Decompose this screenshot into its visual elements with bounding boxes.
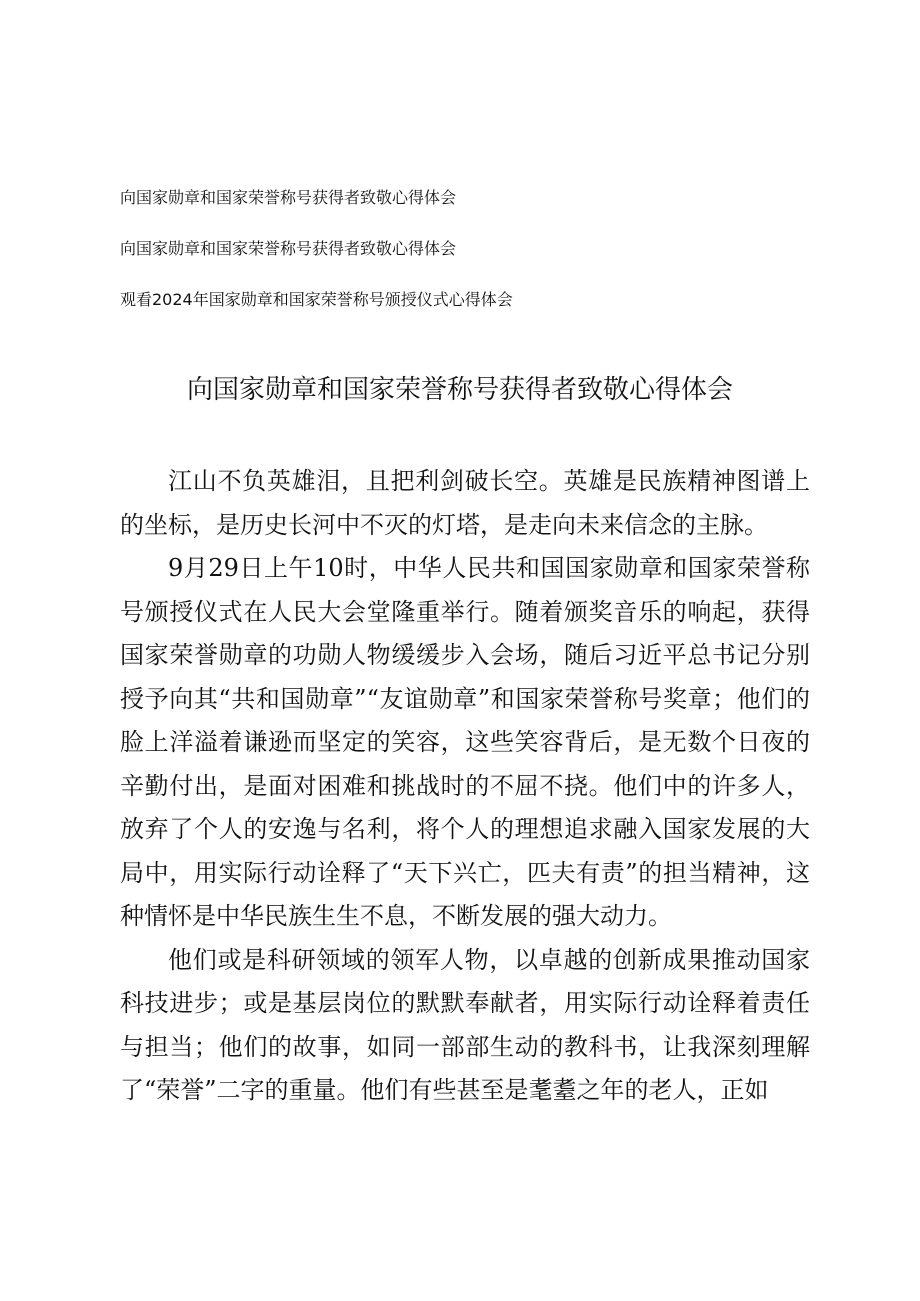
toc-item[interactable]: 观看2024年国家勋章和国家荣誉称号颁授仪式心得体会 [120, 290, 513, 309]
body-paragraph: 江山不负英雄泪，且把利剑破长空。英雄是民族精神图谱上的坐标，是历史长河中不灭的灯塔，是走向未来信念的主脉。 [120, 467, 810, 539]
body-paragraph: 9月29日上午10时，中华人民共和国国家勋章和国家荣誉称号颁授仪式在人民大会堂隆重举行。随着颁奖音乐的响起，获得国家荣誉勋章的功勋人物缓缓步入会场，随后习近平总书记分别授予向其“共和国勋章”“友谊勋章”和国家荣誉称号奖章；他们的脸上洋溢着谦逊而坚定的笑容，这些笑容背后，是无数个日夜的辛勤付出，是面对困难和挑战时的不屈不挠。他们中的许多人，放弃了个人的安逸与名利，将个人的理想追求融入国家发展的大局中，用实际行动诠释了“天下兴亡，匹夫有责”的担当精神，这种情怀是中华民族生生不息，不断发展的强大动力。 [120, 554, 810, 930]
document-body [120, 460, 810, 1113]
document-title: 向国家勋章和国家荣誉称号获得者致敬心得体会 [186, 375, 733, 405]
table-of-contents [120, 188, 820, 341]
toc-item[interactable]: 向国家勋章和国家荣誉称号获得者致敬心得体会 [120, 188, 457, 207]
body-paragraph: 他们或是科研领域的领军人物，以卓越的创新成果推动国家科技进步；或是基层岗位的默默奉献者，用实际行动诠释着责任与担当；他们的故事，如同一部部生动的教科书，让我深刻理解了“荣誉”二字的重量。他们有些甚至是耄耋之年的老人，正如 [120, 945, 810, 1104]
toc-item[interactable]: 向国家勋章和国家荣誉称号获得者致敬心得体会 [120, 239, 457, 258]
